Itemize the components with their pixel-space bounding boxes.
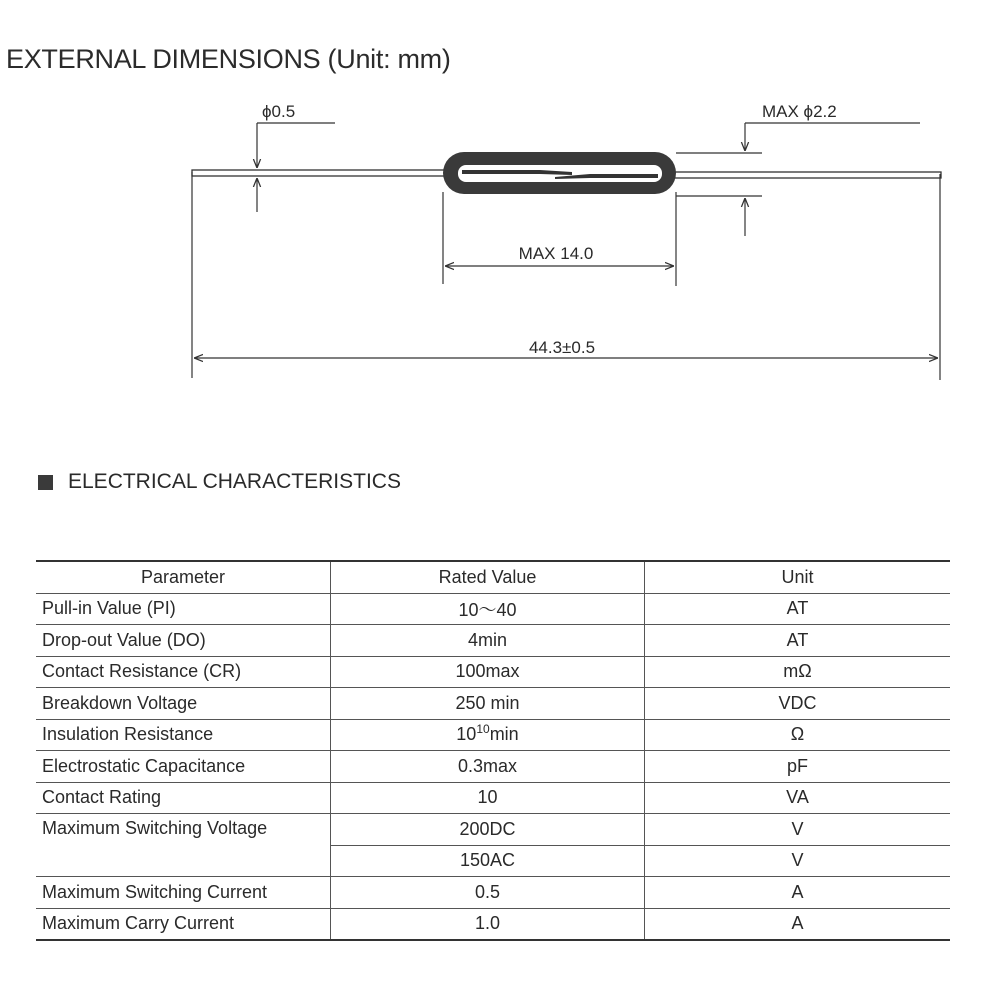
table-row (36, 782, 950, 814)
row-parameter: Insulation Resistance (36, 719, 331, 751)
row-value: 10～40 (331, 593, 645, 625)
section-heading (38, 470, 401, 494)
table-row (36, 719, 950, 751)
row-value: 250 min (331, 688, 645, 720)
row-unit: V (645, 845, 951, 877)
table-row (36, 814, 950, 846)
row-unit: AT (645, 625, 951, 657)
left-lead (192, 170, 452, 176)
reed-switch-dimension-drawing (0, 0, 1000, 420)
value-base: 10 (456, 724, 477, 745)
row-value: 200DC (331, 814, 645, 846)
header-unit: Unit (645, 561, 951, 593)
row-unit: VA (645, 782, 951, 814)
table-row (36, 751, 950, 783)
value-exponent: 10 (476, 722, 490, 737)
electrical-characteristics-table (36, 560, 950, 941)
max-diameter-dimension (676, 102, 920, 236)
row-value: 1.0 (331, 908, 645, 940)
row-unit: Ω (645, 719, 951, 751)
row-unit: V (645, 814, 951, 846)
row-value: 0.5 (331, 877, 645, 909)
row-parameter: Pull-in Value (PI) (36, 593, 331, 625)
lead-diameter-dimension (257, 102, 335, 212)
max-length-label: MAX 14.0 (518, 244, 594, 263)
row-parameter: Maximum Carry Current (36, 908, 331, 940)
row-unit: pF (645, 751, 951, 783)
table-row (36, 688, 950, 720)
row-value: 4min (331, 625, 645, 657)
value-suffix: min (489, 724, 519, 745)
right-lead (665, 172, 941, 178)
row-parameter: Electrostatic Capacitance (36, 751, 331, 783)
page-title: EXTERNAL DIMENSIONS (Unit: mm) (6, 44, 451, 74)
row-value: 10 (331, 782, 645, 814)
row-unit: A (645, 908, 951, 940)
row-unit: VDC (645, 688, 951, 720)
table-row (36, 593, 950, 625)
table-row (36, 656, 950, 688)
total-length-dimension (192, 172, 940, 380)
row-value (331, 719, 645, 751)
row-unit: AT (645, 593, 951, 625)
row-value: 0.3max (331, 751, 645, 783)
row-parameter: Drop-out Value (DO) (36, 625, 331, 657)
square-bullet-icon (38, 475, 53, 490)
header-parameter: Parameter (36, 561, 331, 593)
row-parameter: Maximum Switching Voltage (36, 814, 331, 877)
total-length-label: 44.3±0.5 (528, 338, 596, 357)
max-diameter-label: MAX ϕ2.2 (762, 102, 837, 121)
lead-diameter-label: ϕ0.5 (262, 102, 296, 121)
header-rated-value: Rated Value (331, 561, 645, 593)
row-unit: mΩ (645, 656, 951, 688)
row-value: 100max (331, 656, 645, 688)
row-parameter: Contact Resistance (CR) (36, 656, 331, 688)
row-parameter: Contact Rating (36, 782, 331, 814)
row-parameter: Maximum Switching Current (36, 877, 331, 909)
table-row (36, 877, 950, 909)
row-unit: A (645, 877, 951, 909)
table-row (36, 908, 950, 940)
glass-capsule (443, 152, 676, 194)
section-heading-text: ELECTRICAL CHARACTERISTICS (68, 470, 401, 493)
row-value: 150AC (331, 845, 645, 877)
row-parameter: Breakdown Voltage (36, 688, 331, 720)
max-length-dimension (443, 192, 676, 286)
table-row (36, 625, 950, 657)
table-header-row (36, 561, 950, 593)
